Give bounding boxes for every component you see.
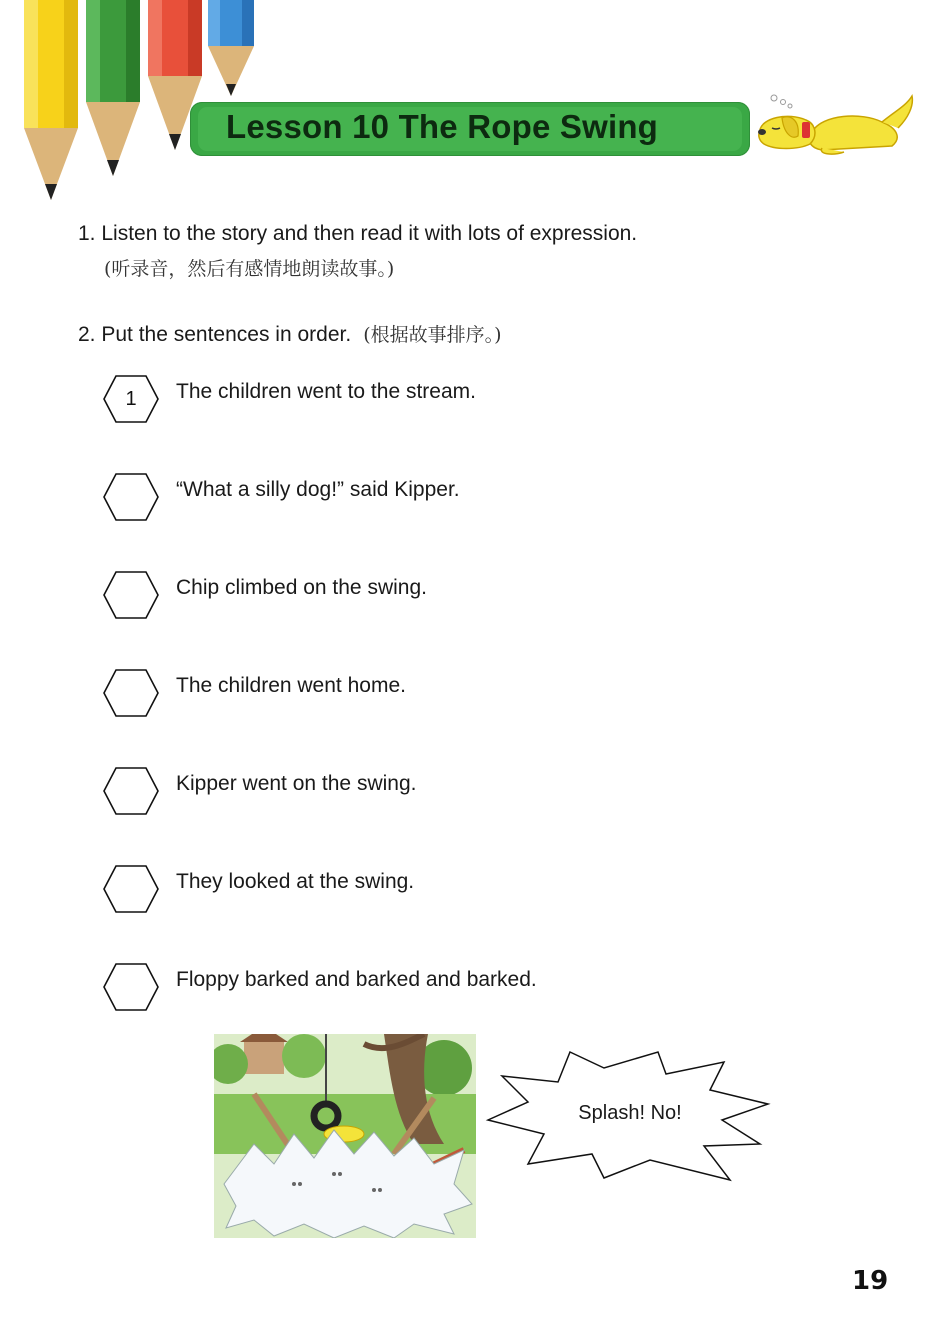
sentence-item	[102, 864, 802, 914]
sentence-item	[102, 766, 802, 816]
instruction-2-text: 2. Put the sentences in order.	[78, 323, 352, 346]
order-number: 1	[125, 388, 137, 410]
title-banner	[190, 102, 750, 156]
sentence-text: Kipper went on the swing.	[176, 772, 417, 795]
order-number	[102, 668, 160, 718]
sentence-text: They looked at the swing.	[176, 870, 415, 893]
sentence-item	[102, 962, 802, 1012]
page-number: 19	[852, 1266, 889, 1296]
instruction-2	[78, 320, 502, 347]
order-number	[102, 766, 160, 816]
sleeping-dog-icon	[752, 92, 920, 163]
sentence-item	[102, 472, 802, 522]
sentence-text: The children went to the stream.	[176, 380, 476, 403]
page-title: Lesson 10 The Rope Swing	[226, 108, 659, 145]
speech-burst-text: Splash! No!	[578, 1102, 682, 1124]
sentence-item	[102, 374, 802, 424]
order-number	[102, 472, 160, 522]
sentence-item	[102, 570, 802, 620]
sentence-text: “What a silly dog!” said Kipper.	[176, 478, 460, 501]
sentence-text: The children went home.	[176, 674, 406, 697]
instruction-1: 1. Listen to the story and then read it with lots of expression.	[78, 222, 638, 245]
sentence-text: Chip climbed on the swing.	[176, 576, 427, 599]
instruction-1-chinese: (听录音，然后有感情地朗读故事。)	[104, 258, 395, 280]
story-illustration	[214, 1034, 476, 1238]
sentence-item	[102, 668, 802, 718]
sentence-text: Floppy barked and barked and barked.	[176, 968, 537, 991]
instruction-2-chinese: (根据故事排序。)	[363, 324, 502, 346]
order-number	[102, 962, 160, 1012]
order-number	[102, 864, 160, 914]
order-number	[102, 570, 160, 620]
